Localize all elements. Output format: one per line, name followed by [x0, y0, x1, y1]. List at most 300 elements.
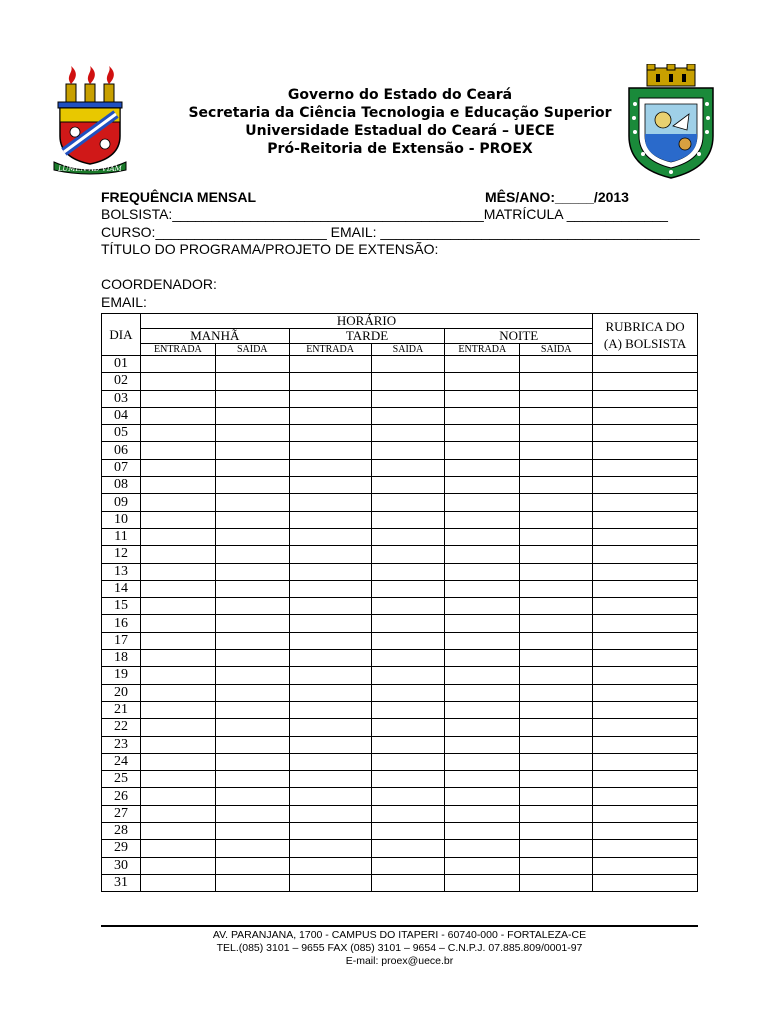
- day-cell: 16: [102, 615, 141, 632]
- tarde-saida-cell[interactable]: [371, 874, 445, 891]
- noite-saida-cell[interactable]: [520, 840, 593, 857]
- tarde-entrada-cell[interactable]: [289, 753, 371, 770]
- day-cell: 12: [102, 546, 141, 563]
- day-cell: 08: [102, 477, 141, 494]
- tarde-entrada-cell[interactable]: [289, 701, 371, 718]
- manha-entrada-cell[interactable]: [140, 857, 215, 874]
- noite-entrada-cell[interactable]: [445, 546, 520, 563]
- manha-entrada-cell[interactable]: [140, 788, 215, 805]
- manha-entrada-cell[interactable]: [140, 736, 215, 753]
- noite-entrada-cell[interactable]: [445, 719, 520, 736]
- manha-saida-cell[interactable]: [215, 701, 289, 718]
- noite-entrada-cell[interactable]: [445, 771, 520, 788]
- rubrica-line2: (A) BOLSISTA: [603, 335, 687, 351]
- manha-entrada-cell[interactable]: [140, 615, 215, 632]
- day-cell: 15: [102, 598, 141, 615]
- day-cell: 19: [102, 667, 141, 684]
- tarde-saida-cell[interactable]: [371, 701, 445, 718]
- manha-saida-cell[interactable]: [215, 546, 289, 563]
- attendance-rows: [102, 356, 698, 892]
- noite-saida-cell[interactable]: [520, 857, 593, 874]
- noite-saida-cell[interactable]: [520, 667, 593, 684]
- manha-entrada-cell[interactable]: [140, 459, 215, 476]
- day-cell: 18: [102, 650, 141, 667]
- manha-entrada-cell[interactable]: [140, 356, 215, 373]
- rubrica-cell[interactable]: [593, 356, 698, 373]
- manha-saida-cell[interactable]: [215, 667, 289, 684]
- rubrica-cell[interactable]: [593, 753, 698, 770]
- rubrica-cell[interactable]: [593, 407, 698, 424]
- noite-saida-cell[interactable]: [520, 390, 593, 407]
- manha-entrada-cell[interactable]: [140, 874, 215, 891]
- rubrica-cell[interactable]: [593, 736, 698, 753]
- castle-crown: [647, 64, 695, 86]
- noite-saida-cell[interactable]: [520, 719, 593, 736]
- tarde-entrada-cell[interactable]: [289, 805, 371, 822]
- manha-saida-cell[interactable]: [215, 356, 289, 373]
- day-cell: 20: [102, 684, 141, 701]
- rubrica-cell[interactable]: [593, 477, 698, 494]
- noite-saida-header: SAÍDA: [520, 344, 593, 356]
- tarde-saida-cell[interactable]: [371, 442, 445, 459]
- day-cell: 17: [102, 632, 141, 649]
- rubrica-cell[interactable]: [593, 840, 698, 857]
- day-cell: 25: [102, 771, 141, 788]
- tarde-saida-cell[interactable]: [371, 477, 445, 494]
- manha-saida-cell[interactable]: [215, 442, 289, 459]
- rubrica-cell[interactable]: [593, 805, 698, 822]
- manha-saida-cell[interactable]: [215, 407, 289, 424]
- manha-entrada-cell[interactable]: [140, 840, 215, 857]
- tarde-entrada-cell[interactable]: [289, 719, 371, 736]
- manha-saida-cell[interactable]: [215, 459, 289, 476]
- table-row: [102, 788, 698, 805]
- noite-saida-cell[interactable]: [520, 477, 593, 494]
- manha-saida-cell[interactable]: [215, 805, 289, 822]
- tarde-saida-cell[interactable]: [371, 805, 445, 822]
- table-row: [102, 580, 698, 597]
- tarde-saida-cell[interactable]: [371, 373, 445, 390]
- tarde-saida-cell[interactable]: [371, 650, 445, 667]
- noite-saida-cell[interactable]: [520, 459, 593, 476]
- noite-saida-cell[interactable]: [520, 615, 593, 632]
- noite-entrada-cell[interactable]: [445, 823, 520, 840]
- noite-entrada-cell[interactable]: [445, 442, 520, 459]
- rubrica-cell[interactable]: [593, 823, 698, 840]
- manha-entrada-cell[interactable]: [140, 823, 215, 840]
- day-cell: 22: [102, 719, 141, 736]
- table-row: [102, 390, 698, 407]
- day-cell: 24: [102, 753, 141, 770]
- tarde-entrada-cell[interactable]: [289, 667, 371, 684]
- tarde-saida-cell[interactable]: [371, 563, 445, 580]
- tarde-entrada-cell[interactable]: [289, 546, 371, 563]
- rubrica-cell[interactable]: [593, 459, 698, 476]
- tarde-entrada-cell[interactable]: [289, 771, 371, 788]
- manha-entrada-cell[interactable]: [140, 546, 215, 563]
- noite-saida-cell[interactable]: [520, 684, 593, 701]
- manha-saida-cell[interactable]: [215, 857, 289, 874]
- manha-entrada-cell[interactable]: [140, 563, 215, 580]
- attendance-table: [101, 313, 698, 892]
- day-cell: 27: [102, 805, 141, 822]
- rubrica-cell[interactable]: [593, 701, 698, 718]
- day-cell: 26: [102, 788, 141, 805]
- tarde-entrada-cell[interactable]: [289, 788, 371, 805]
- tarde-saida-cell[interactable]: [371, 598, 445, 615]
- noite-entrada-cell[interactable]: [445, 874, 520, 891]
- manha-saida-cell[interactable]: [215, 528, 289, 545]
- tarde-saida-cell[interactable]: [371, 615, 445, 632]
- noite-entrada-cell[interactable]: [445, 511, 520, 528]
- manha-entrada-cell[interactable]: [140, 650, 215, 667]
- month-year-field[interactable]: MÊS/ANO:_____/2013: [485, 189, 629, 205]
- noite-saida-cell[interactable]: [520, 823, 593, 840]
- table-row: [102, 442, 698, 459]
- logo-motto: LUMEN AD VIAM: [58, 165, 122, 173]
- noite-entrada-cell[interactable]: [445, 390, 520, 407]
- manha-saida-cell[interactable]: [215, 615, 289, 632]
- day-cell: 23: [102, 736, 141, 753]
- manha-entrada-cell[interactable]: [140, 425, 215, 442]
- footer: [101, 929, 698, 968]
- manha-saida-cell[interactable]: [215, 632, 289, 649]
- table-row: [102, 528, 698, 545]
- day-cell: 01: [102, 356, 141, 373]
- tarde-saida-cell[interactable]: [371, 840, 445, 857]
- tarde-saida-cell[interactable]: [371, 857, 445, 874]
- table-row: [102, 546, 698, 563]
- manha-entrada-cell[interactable]: [140, 477, 215, 494]
- secretariat-title: Secretaria da Ciência Tecnologia e Educação Superior: [188, 105, 612, 121]
- tarde-entrada-cell[interactable]: [289, 632, 371, 649]
- table-row: [102, 477, 698, 494]
- noite-entrada-cell[interactable]: [445, 736, 520, 753]
- noite-entrada-header: ENTRADA: [445, 344, 520, 356]
- tarde-entrada-cell[interactable]: [289, 425, 371, 442]
- tarde-saida-cell[interactable]: [371, 684, 445, 701]
- noite-saida-cell[interactable]: [520, 494, 593, 511]
- coordinator-field[interactable]: COORDENADOR:: [101, 276, 217, 292]
- table-row: [102, 407, 698, 424]
- manha-entrada-cell[interactable]: [140, 598, 215, 615]
- noite-entrada-cell[interactable]: [445, 684, 520, 701]
- manha-saida-cell[interactable]: [215, 598, 289, 615]
- tarde-entrada-cell[interactable]: [289, 477, 371, 494]
- university-title: Universidade Estadual do Ceará – UECE: [245, 123, 555, 139]
- tarde-saida-cell[interactable]: [371, 459, 445, 476]
- rubrica-cell[interactable]: [593, 788, 698, 805]
- tarde-saida-cell[interactable]: [371, 511, 445, 528]
- noite-saida-cell[interactable]: [520, 356, 593, 373]
- tarde-entrada-cell[interactable]: [289, 459, 371, 476]
- manha-entrada-cell[interactable]: [140, 407, 215, 424]
- manha-entrada-cell[interactable]: [140, 511, 215, 528]
- manha-entrada-cell[interactable]: [140, 667, 215, 684]
- noite-saida-cell[interactable]: [520, 407, 593, 424]
- table-row: [102, 719, 698, 736]
- tarde-entrada-cell[interactable]: [289, 650, 371, 667]
- manha-saida-cell[interactable]: [215, 650, 289, 667]
- tarde-entrada-cell[interactable]: [289, 580, 371, 597]
- rubrica-cell[interactable]: [593, 598, 698, 615]
- tarde-entrada-cell[interactable]: [289, 511, 371, 528]
- tarde-entrada-cell[interactable]: [289, 528, 371, 545]
- table-row: [102, 356, 698, 373]
- noite-saida-cell[interactable]: [520, 632, 593, 649]
- table-row: [102, 736, 698, 753]
- manha-entrada-header: ENTRADA: [140, 344, 215, 356]
- manha-saida-cell[interactable]: [215, 390, 289, 407]
- form-title: FREQUÊNCIA MENSAL: [101, 189, 257, 205]
- tarde-saida-cell[interactable]: [371, 632, 445, 649]
- rubrica-cell[interactable]: [593, 563, 698, 580]
- day-cell: 13: [102, 563, 141, 580]
- tarde-saida-cell[interactable]: [371, 494, 445, 511]
- torches: [66, 66, 114, 102]
- noite-saida-cell[interactable]: [520, 874, 593, 891]
- tarde-entrada-cell[interactable]: [289, 563, 371, 580]
- footer-address: AV. PARANJANA, 1700 - CAMPUS DO ITAPERI - 60740-000 - FORTALEZA-CE: [212, 929, 587, 941]
- horario-header: HORÁRIO: [140, 314, 592, 329]
- noite-entrada-cell[interactable]: [445, 373, 520, 390]
- document-header: [0, 60, 770, 180]
- noite-entrada-cell[interactable]: [445, 805, 520, 822]
- manha-entrada-cell[interactable]: [140, 771, 215, 788]
- noite-entrada-cell[interactable]: [445, 840, 520, 857]
- tarde-saida-cell[interactable]: [371, 771, 445, 788]
- tarde-entrada-cell[interactable]: [289, 494, 371, 511]
- government-title: Governo do Estado do Ceará: [287, 87, 513, 103]
- rubrica-cell[interactable]: [593, 857, 698, 874]
- noite-saida-cell[interactable]: [520, 788, 593, 805]
- noite-saida-cell[interactable]: [520, 425, 593, 442]
- tarde-entrada-cell[interactable]: [289, 736, 371, 753]
- noite-saida-cell[interactable]: [520, 580, 593, 597]
- table-row: [102, 511, 698, 528]
- manha-saida-cell[interactable]: [215, 788, 289, 805]
- rubrica-cell[interactable]: [593, 632, 698, 649]
- tarde-entrada-cell[interactable]: [289, 857, 371, 874]
- rubrica-cell[interactable]: [593, 771, 698, 788]
- tarde-entrada-cell[interactable]: [289, 373, 371, 390]
- rubrica-cell[interactable]: [593, 390, 698, 407]
- day-cell: 06: [102, 442, 141, 459]
- day-cell: 05: [102, 425, 141, 442]
- dia-header: DIA: [102, 314, 141, 356]
- program-title-field[interactable]: TÍTULO DO PROGRAMA/PROJETO DE EXTENSÃO:: [101, 241, 439, 257]
- day-cell: 07: [102, 459, 141, 476]
- ceara-state-coat-of-arms-icon: [623, 64, 719, 180]
- manha-saida-cell[interactable]: [215, 580, 289, 597]
- noite-entrada-cell[interactable]: [445, 650, 520, 667]
- manha-entrada-cell[interactable]: [140, 632, 215, 649]
- tarde-saida-cell[interactable]: [371, 546, 445, 563]
- rubrica-cell[interactable]: [593, 650, 698, 667]
- manha-entrada-cell[interactable]: [140, 684, 215, 701]
- rubrica-cell[interactable]: [593, 511, 698, 528]
- noite-entrada-cell[interactable]: [445, 788, 520, 805]
- noite-entrada-cell[interactable]: [445, 753, 520, 770]
- tarde-entrada-cell[interactable]: [289, 684, 371, 701]
- tarde-saida-cell[interactable]: [371, 407, 445, 424]
- tarde-entrada-cell[interactable]: [289, 874, 371, 891]
- table-row: [102, 840, 698, 857]
- manha-saida-header: SAÍDA: [215, 344, 289, 356]
- noite-entrada-cell[interactable]: [445, 615, 520, 632]
- manha-entrada-cell[interactable]: [140, 494, 215, 511]
- noite-saida-cell[interactable]: [520, 701, 593, 718]
- day-cell: 02: [102, 373, 141, 390]
- manha-entrada-cell[interactable]: [140, 528, 215, 545]
- table-row: [102, 563, 698, 580]
- day-cell: 31: [102, 874, 141, 891]
- coordinator-email-field[interactable]: EMAIL:: [101, 294, 147, 310]
- tarde-saida-cell[interactable]: [371, 788, 445, 805]
- manha-entrada-cell[interactable]: [140, 580, 215, 597]
- manha-saida-cell[interactable]: [215, 425, 289, 442]
- rubrica-cell[interactable]: [593, 546, 698, 563]
- noite-entrada-cell[interactable]: [445, 598, 520, 615]
- manha-saida-cell[interactable]: [215, 823, 289, 840]
- tarde-entrada-cell[interactable]: [289, 356, 371, 373]
- rubrica-cell[interactable]: [593, 719, 698, 736]
- day-cell: 29: [102, 840, 141, 857]
- noite-saida-cell[interactable]: [520, 598, 593, 615]
- tarde-saida-cell[interactable]: [371, 356, 445, 373]
- noite-saida-cell[interactable]: [520, 650, 593, 667]
- manha-saida-cell[interactable]: [215, 511, 289, 528]
- manha-saida-cell[interactable]: [215, 563, 289, 580]
- manha-saida-cell[interactable]: [215, 494, 289, 511]
- noite-saida-cell[interactable]: [520, 546, 593, 563]
- tarde-saida-cell[interactable]: [371, 736, 445, 753]
- day-cell: 21: [102, 701, 141, 718]
- noite-entrada-cell[interactable]: [445, 667, 520, 684]
- noite-entrada-cell[interactable]: [445, 459, 520, 476]
- noite-saida-cell[interactable]: [520, 753, 593, 770]
- noite-entrada-cell[interactable]: [445, 407, 520, 424]
- rubrica-cell[interactable]: [593, 684, 698, 701]
- manha-header: MANHÃ: [140, 329, 289, 344]
- table-row: [102, 494, 698, 511]
- noite-entrada-cell[interactable]: [445, 528, 520, 545]
- footer-phones: TEL.(085) 3101 – 9655 FAX (085) 3101 – 9654 – C.N.P.J. 07.885.809/0001-97: [216, 942, 583, 954]
- noite-saida-cell[interactable]: [520, 511, 593, 528]
- bolsista-field[interactable]: BOLSISTA:________________________________________MATRÍCULA _____________: [101, 206, 668, 222]
- tarde-entrada-cell[interactable]: [289, 615, 371, 632]
- tarde-saida-cell[interactable]: [371, 580, 445, 597]
- table-row: [102, 874, 698, 891]
- day-cell: 10: [102, 511, 141, 528]
- tarde-entrada-cell[interactable]: [289, 840, 371, 857]
- tarde-entrada-cell[interactable]: [289, 823, 371, 840]
- manha-saida-cell[interactable]: [215, 736, 289, 753]
- noite-entrada-cell[interactable]: [445, 857, 520, 874]
- rubrica-cell[interactable]: [593, 425, 698, 442]
- table-row: [102, 771, 698, 788]
- rubrica-cell[interactable]: [593, 494, 698, 511]
- manha-entrada-cell[interactable]: [140, 753, 215, 770]
- noite-entrada-cell[interactable]: [445, 356, 520, 373]
- day-cell: 28: [102, 823, 141, 840]
- rubrica-cell[interactable]: [593, 580, 698, 597]
- tarde-entrada-header: ENTRADA: [289, 344, 371, 356]
- manha-saida-cell[interactable]: [215, 874, 289, 891]
- tarde-entrada-cell[interactable]: [289, 442, 371, 459]
- curso-email-field[interactable]: CURSO:______________________ EMAIL: _________________________________________: [101, 224, 700, 240]
- day-cell: 04: [102, 407, 141, 424]
- manha-saida-cell[interactable]: [215, 771, 289, 788]
- noite-saida-cell[interactable]: [520, 563, 593, 580]
- manha-saida-cell[interactable]: [215, 373, 289, 390]
- table-row: [102, 459, 698, 476]
- dean-office-title: Pró-Reitoria de Extensão - PROEX: [267, 141, 533, 157]
- tarde-entrada-cell[interactable]: [289, 390, 371, 407]
- day-cell: 03: [102, 390, 141, 407]
- rubrica-cell[interactable]: [593, 373, 698, 390]
- noite-saida-cell[interactable]: [520, 736, 593, 753]
- manha-entrada-cell[interactable]: [140, 373, 215, 390]
- uece-coat-of-arms-icon: [50, 66, 130, 178]
- tarde-saida-cell[interactable]: [371, 390, 445, 407]
- table-row: [102, 373, 698, 390]
- rubrica-cell[interactable]: [593, 528, 698, 545]
- rubrica-cell[interactable]: [593, 615, 698, 632]
- table-row: [102, 632, 698, 649]
- manha-entrada-cell[interactable]: [140, 442, 215, 459]
- table-row: [102, 650, 698, 667]
- noite-entrada-cell[interactable]: [445, 632, 520, 649]
- manha-saida-cell[interactable]: [215, 684, 289, 701]
- rubrica-cell[interactable]: [593, 442, 698, 459]
- noite-entrada-cell[interactable]: [445, 477, 520, 494]
- manha-entrada-cell[interactable]: [140, 719, 215, 736]
- tarde-saida-cell[interactable]: [371, 719, 445, 736]
- tarde-saida-cell[interactable]: [371, 425, 445, 442]
- tarde-saida-cell[interactable]: [371, 667, 445, 684]
- tarde-saida-header: SAÍDA: [371, 344, 445, 356]
- noite-saida-cell[interactable]: [520, 442, 593, 459]
- noite-saida-cell[interactable]: [520, 528, 593, 545]
- manha-saida-cell[interactable]: [215, 477, 289, 494]
- noite-entrada-cell[interactable]: [445, 425, 520, 442]
- noite-entrada-cell[interactable]: [445, 563, 520, 580]
- manha-entrada-cell[interactable]: [140, 390, 215, 407]
- table-row: [102, 667, 698, 684]
- noite-entrada-cell[interactable]: [445, 701, 520, 718]
- manha-entrada-cell[interactable]: [140, 701, 215, 718]
- manha-entrada-cell[interactable]: [140, 805, 215, 822]
- manha-saida-cell[interactable]: [215, 840, 289, 857]
- manha-saida-cell[interactable]: [215, 753, 289, 770]
- tarde-entrada-cell[interactable]: [289, 598, 371, 615]
- noite-saida-cell[interactable]: [520, 805, 593, 822]
- noite-entrada-cell[interactable]: [445, 494, 520, 511]
- tarde-saida-cell[interactable]: [371, 753, 445, 770]
- rubrica-cell[interactable]: [593, 874, 698, 891]
- rubrica-header: [593, 314, 698, 356]
- tarde-entrada-cell[interactable]: [289, 407, 371, 424]
- noite-saida-cell[interactable]: [520, 373, 593, 390]
- noite-saida-cell[interactable]: [520, 771, 593, 788]
- noite-entrada-cell[interactable]: [445, 580, 520, 597]
- table-row: [102, 805, 698, 822]
- rubrica-cell[interactable]: [593, 667, 698, 684]
- tarde-saida-cell[interactable]: [371, 823, 445, 840]
- manha-saida-cell[interactable]: [215, 719, 289, 736]
- tarde-saida-cell[interactable]: [371, 528, 445, 545]
